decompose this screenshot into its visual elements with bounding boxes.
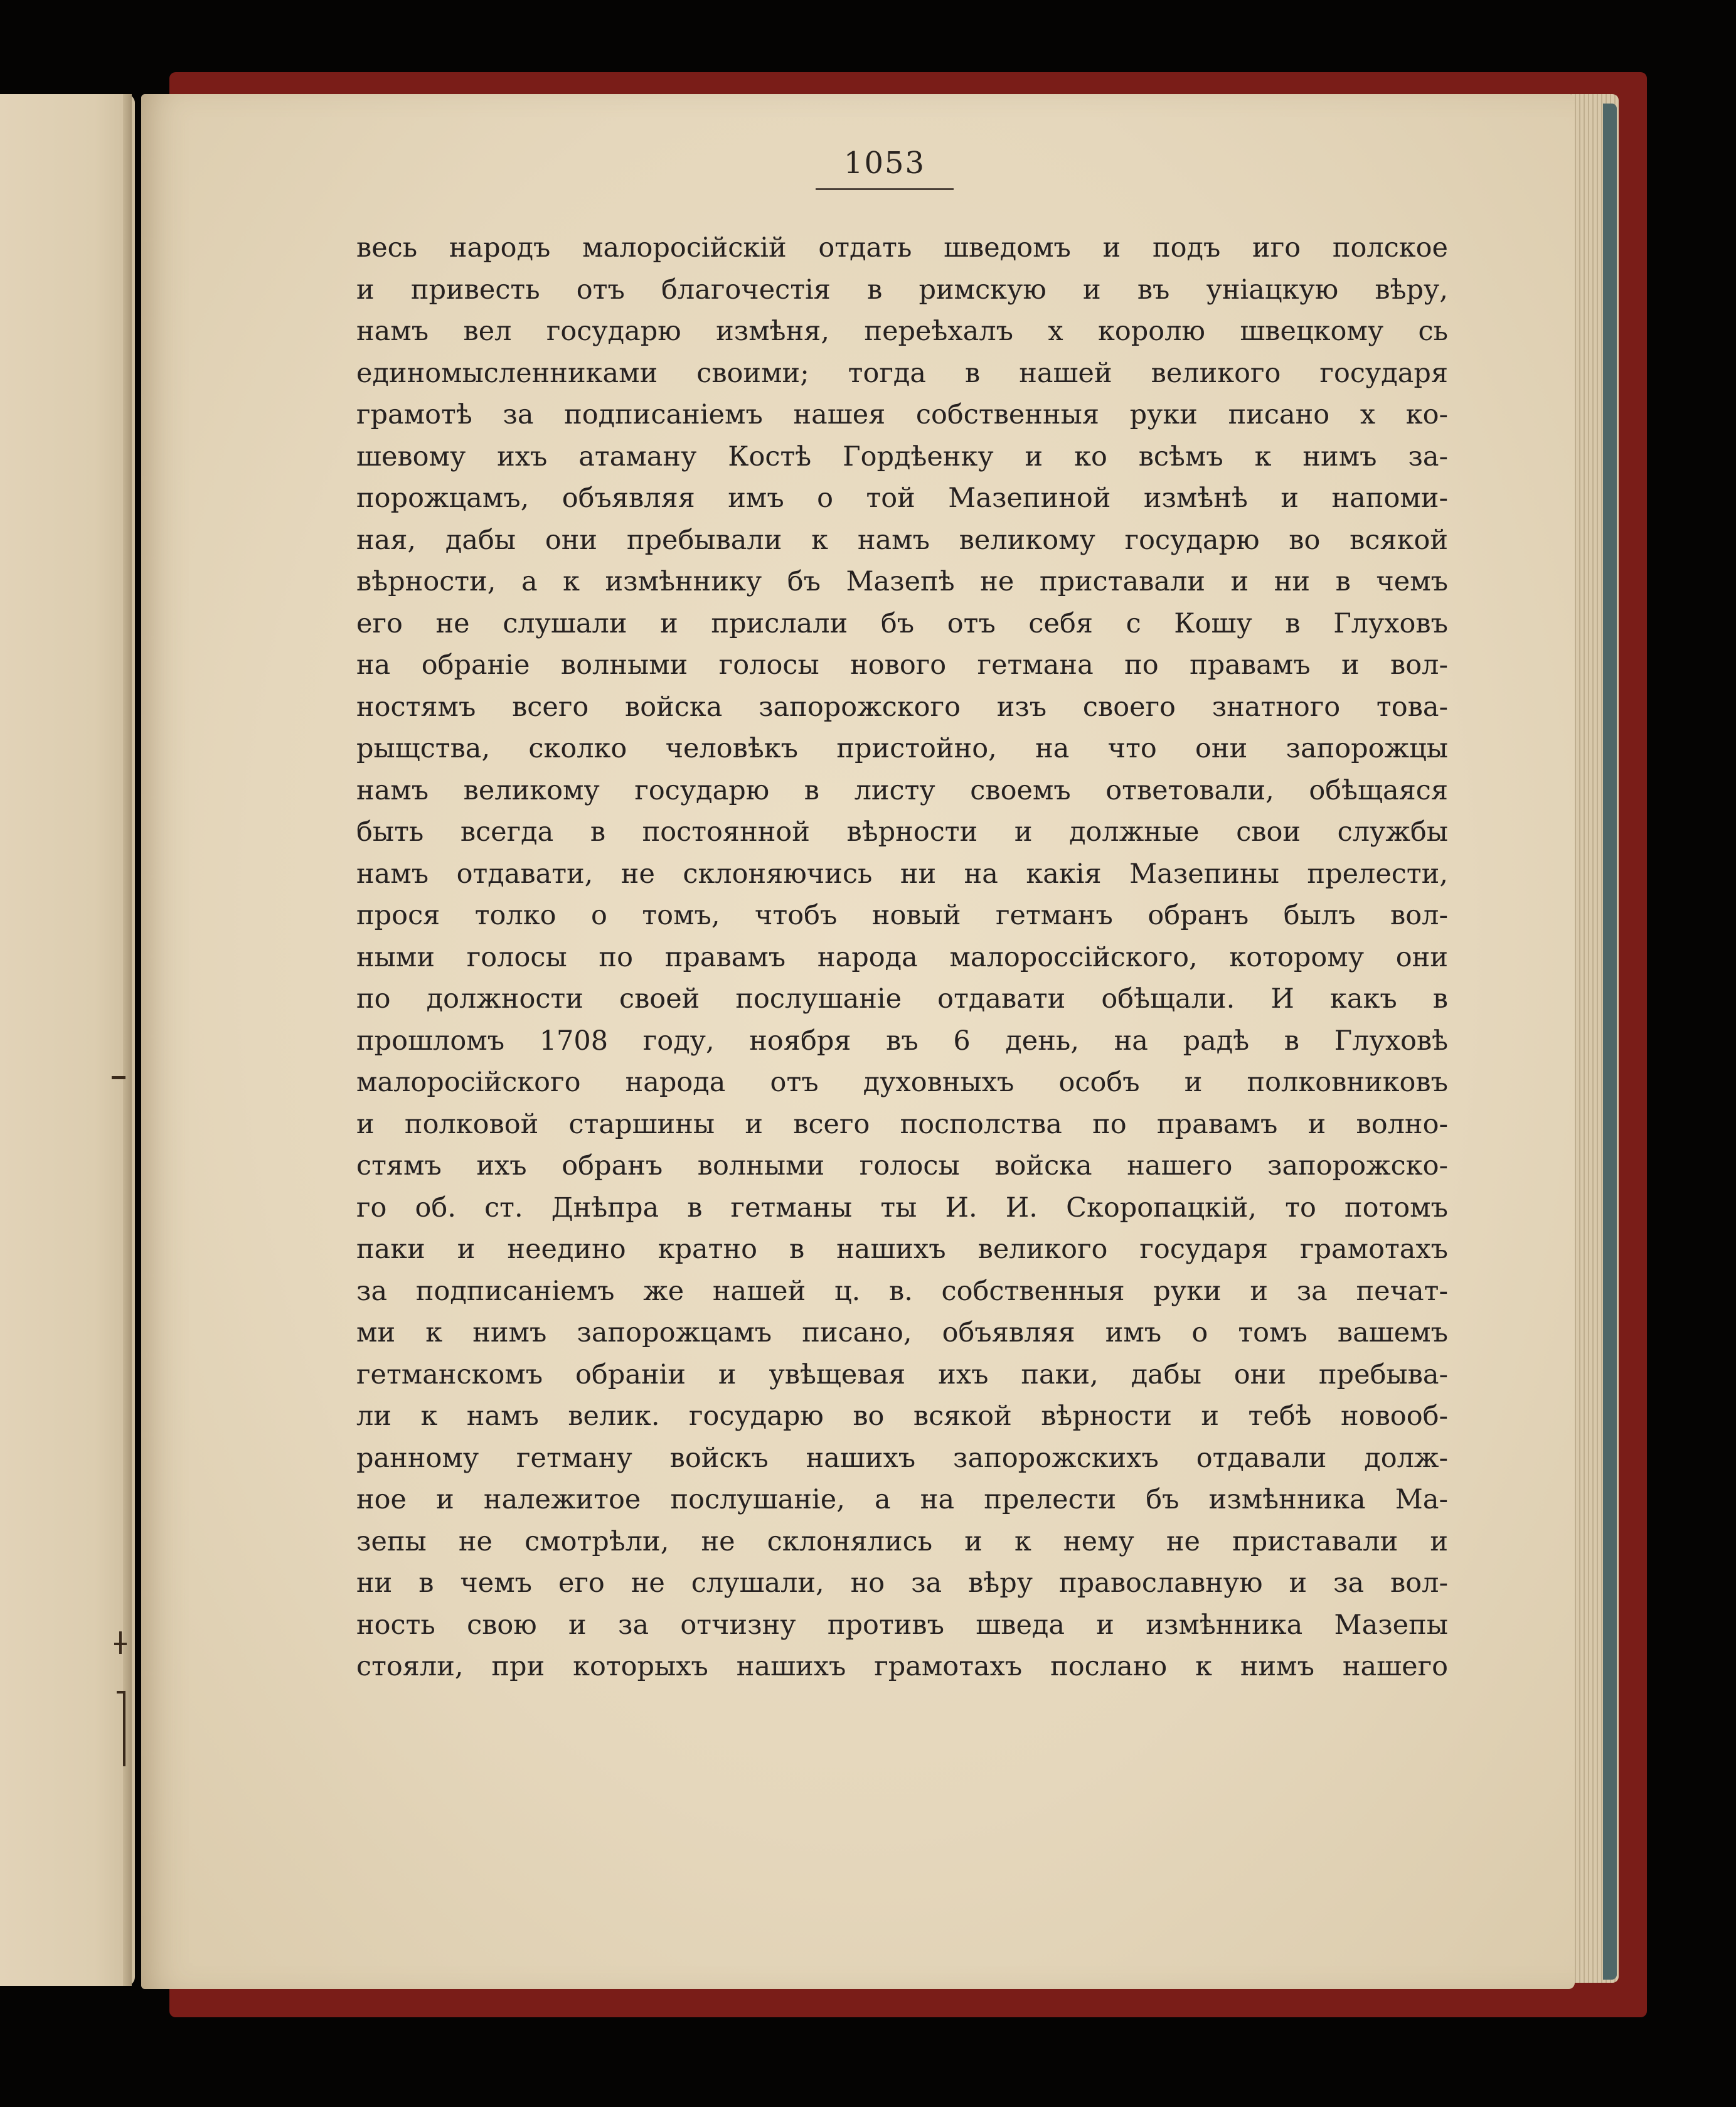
text-line: ная, дабы они пребывали к намъ великому государю во всякой (356, 524, 1448, 556)
text-line: ни в чемъ его не слушали, но за вѣру православную и за вол- (356, 1567, 1448, 1599)
text-line: весь народъ малоросійскій отдать шведомъ и подъ иго полское (356, 232, 1448, 264)
left-page (0, 94, 135, 1986)
text-line: порожцамъ, объявляя имъ о той Мазепиной измѣнѣ и напоми- (356, 483, 1448, 514)
text-line: по должности своей послушаніе отдавати обѣщали. И какъ в (356, 983, 1448, 1015)
text-line: стямъ ихъ обранъ волными голосы войска нашего запорожско- (356, 1150, 1448, 1182)
text-line: ностямъ всего войска запорожского изъ своего знатного това- (356, 691, 1448, 723)
text-line: намъ вел государю измѣня, переѣхалъ х королю швецкому сь (356, 316, 1448, 347)
text-line: ми к нимъ запорожцамъ писано, объявляя имъ о томъ вашемъ (356, 1317, 1448, 1348)
text-line: стояли, при которыхъ нашихъ грамотахъ послано к нимъ нашего (356, 1651, 1448, 1682)
text-line: гетманскомъ обраніи и увѣщевая ихъ паки, дабы они пребыва- (356, 1358, 1448, 1390)
text-line: ранному гетману войскъ нашихъ запорожскихъ отдавали долж- (356, 1442, 1448, 1474)
text-line: ли к намъ велик. государю во всякой вѣрности и тебѣ новооб- (356, 1400, 1448, 1432)
text-line: ное и належитое послушаніе, а на прелести бъ измѣнника Ма- (356, 1484, 1448, 1515)
margin-mark (123, 1691, 125, 1766)
text-line: на обраніе волными голосы нового гетмана по правамъ и вол- (356, 649, 1448, 681)
text-line: рыщства, сколко человѣкъ пристойно, на что они запорожцы (356, 733, 1448, 764)
text-line: прошломъ 1708 году, ноября въ 6 день, на радѣ в Глуховѣ (356, 1025, 1448, 1057)
text-line: и привесть отъ благочестія в римскую и въ уніацкую вѣру, (356, 274, 1448, 306)
text-line: и полковой старшины и всего посполства по правамъ и волно- (356, 1108, 1448, 1140)
text-line: зепы не смотрѣли, не склонялись и к нему не приставали и (356, 1525, 1448, 1557)
text-line: единомысленниками своими; тогда в нашей великого государя (356, 357, 1448, 389)
margin-mark (119, 1631, 122, 1654)
text-line: шевому ихъ атаману Костѣ Гордѣенку и ко всѣмъ к нимъ за- (356, 440, 1448, 472)
text-line: паки и неедино кратно в нашихъ великого государя грамотахъ (356, 1234, 1448, 1265)
text-line: грамотѣ за подписаніемъ нашея собственныя руки писано х ко- (356, 399, 1448, 430)
body-text (356, 227, 1448, 1688)
text-line: малоросійского народа отъ духовныхъ особъ и полковниковъ (356, 1067, 1448, 1098)
text-line: за подписаніемъ же нашей ц. в. собственныя руки и за печат- (356, 1275, 1448, 1307)
page-number-rule (816, 188, 954, 190)
text-line: его не слушали и прислали бъ отъ себя с Кошу в Глуховъ (356, 607, 1448, 639)
text-line: ными голосы по правамъ народа малороссійского, которому они (356, 941, 1448, 973)
text-line: го об. ст. Днѣпра в гетманы ты И. И. Скоропацкій, то потомъ (356, 1192, 1448, 1224)
text-line: ность свою и за отчизну противъ шведа и измѣнника Мазепы (356, 1609, 1448, 1641)
text-line: быть всегда в постоянной вѣрности и должные свои службы (356, 816, 1448, 848)
text-line: намъ отдавати, не склоняючись ни на какія Мазепины прелести, (356, 858, 1448, 890)
text-line: вѣрности, а к измѣннику бъ Мазепѣ не приставали и ни в чемъ (356, 566, 1448, 597)
margin-mark (112, 1076, 125, 1079)
text-line: намъ великому государю в листу своемъ ответовали, обѣщаяся (356, 774, 1448, 806)
text-line: прося толко о томъ, чтобъ новый гетманъ обранъ былъ вол- (356, 900, 1448, 931)
page-stack-inner-edge (1603, 104, 1617, 1980)
page-number: 1053 (843, 146, 926, 181)
